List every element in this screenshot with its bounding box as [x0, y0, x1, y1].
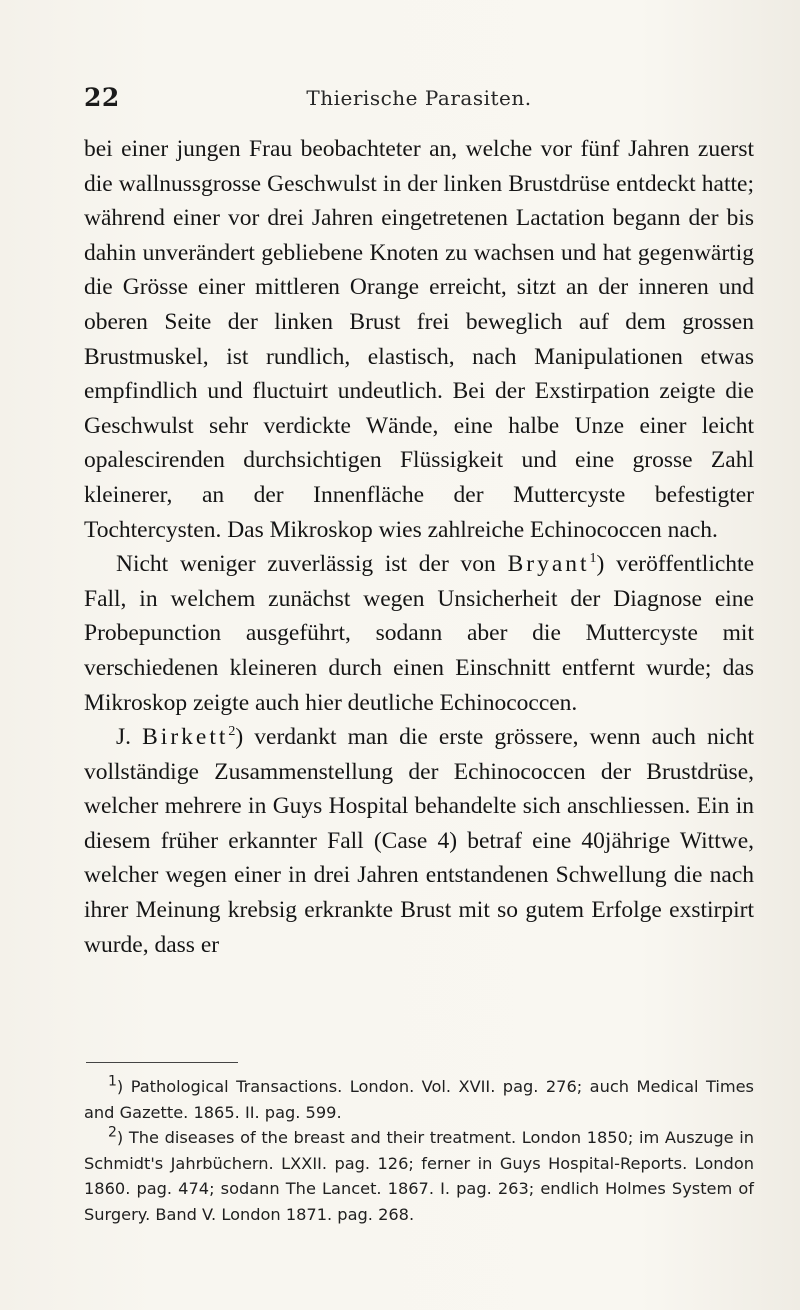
page-number: 22 — [84, 83, 120, 112]
running-title: Thierische Parasiten. — [306, 86, 532, 110]
paragraph-1: bei einer jungen Frau beobachteter an, welche vor fünf Jahren zuerst die wallnussgrosse Geschwulst in der linken Brustdrüse entdeckt hatte; während einer vor drei Jahren eingetretenen Lactation begann der bis dahin unverändert gebliebene Knoten zu wachsen und hat gegenwärtig die Grösse einer mittleren Orange erreicht, sitzt an der inneren und oberen Seite der linken Brust frei beweglich auf dem grossen Brustmuskel, ist rundlich, elastisch, nach Manipulationen etwas empfindlich und fluctuirt undeutlich. Bei der Exstirpation zeigte die Geschwulst sehr verdickte Wände, eine halbe Unze einer leicht opalescirenden durchsichtigen Flüssigkeit und eine grosse Zahl kleinerer, an der Innenfläche der Muttercyste befestigter Tochtercysten. Das Mikroskop wies zahlreiche Echinococcen nach. — [84, 136, 754, 543]
footnote-2 — [84, 1125, 754, 1227]
page-header — [84, 83, 754, 113]
footnote-1 — [84, 1074, 754, 1125]
author-name-bryant: Bryant — [507, 551, 590, 578]
footnote-1-text: ) Pathological Transactions. London. Vol. XVII. pag. 276; auch Medical Times and Gazette. 1865. II. pag. 599. — [84, 1077, 754, 1122]
footnotes — [84, 1074, 754, 1228]
paragraph-3 — [84, 720, 754, 962]
paragraph-3-start: J. — [116, 724, 143, 751]
footnote-ref-1: 1 — [589, 551, 597, 567]
footnote-1-marker: 1 — [108, 1073, 117, 1090]
paragraph-2-start: Nicht weniger zuverlässig ist der von — [116, 551, 508, 578]
author-name-birkett: Birkett — [142, 724, 229, 751]
paragraph-2-rest: ) veröffentlichte Fall, in welchem zunächst wegen Unsicherheit der Diagnose eine Probepunction ausgeführt, sodann aber die Muttercyste mit verschiedenen kleineren durch einen Einschnitt entfernt wurde; das Mikroskop zeigte auch hier deutliche Echinococcen. — [84, 551, 754, 716]
paragraph-3-rest: ) verdankt man die erste grössere, wenn auch nicht vollständige Zusammenstellung der Echinococcen der Brustdrüse, welcher mehrere in Guys Hospital behandelte sich anschliessen. Ein in diesem früher erkannter Fall (Case 4) betraf eine 40jährige Wittwe, welcher wegen einer in drei Jahren entstandenen Schwellung die nach ihrer Meinung krebsig erkrankte Brust mit so gutem Erfolge exstirpirt wurde, dass er — [84, 724, 755, 958]
main-text — [84, 132, 754, 962]
footnote-ref-2: 2 — [228, 724, 236, 740]
footnote-divider — [86, 1062, 238, 1063]
paragraph-2 — [84, 547, 754, 720]
footnote-2-text: ) The diseases of the breast and their treatment. London 1850; im Auszuge in Schmidt's Jahrbüchern. LXXII. pag. 126; ferner in Guys Hospital-Reports. London 1860. pag. 474; sodann The Lancet. 1867. I. pag. 263; endlich Holmes System of Surgery. Band V. London 1871. pag. 268. — [84, 1128, 754, 1224]
footnote-2-marker: 2 — [108, 1124, 117, 1141]
